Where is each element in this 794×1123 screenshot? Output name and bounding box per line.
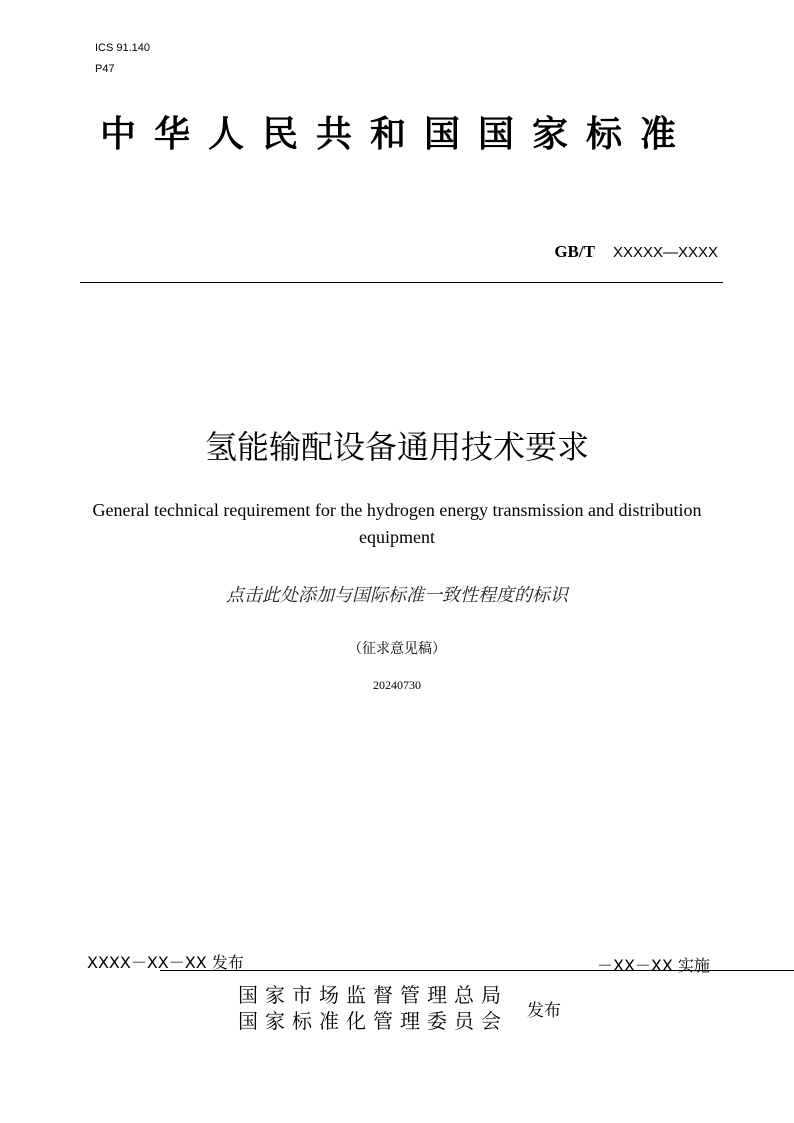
standard-number	[554, 242, 718, 262]
issuer-sac: 国家标准化管理委员会	[238, 1009, 508, 1033]
bottom-divider	[160, 970, 794, 971]
national-standard-heading: 中华人民共和国国家标准	[100, 113, 695, 155]
draft-status: （征求意见稿）	[348, 641, 446, 657]
document-title-chinese: 氢能输配设备通用技术要求	[204, 428, 589, 466]
standard-code: XXXXX—XXXX	[612, 244, 718, 261]
publish-label: 发布	[527, 1001, 561, 1021]
publish-date: XXXX－XX－XX 发布	[87, 953, 244, 972]
ics-code: ICS 91.140	[95, 42, 151, 54]
standard-prefix: GB/T	[554, 242, 595, 261]
document-title-english: General technical requirement for the hydrogen energy transmission and distribution equipment	[92, 500, 702, 547]
issuer-samr: 国家市场监督管理总局	[238, 983, 508, 1007]
consistency-placeholder[interactable]: 点击此处添加与国际标准一致性程度的标识	[226, 585, 568, 606]
ccs-code: P47	[95, 63, 115, 75]
implementation-date: －XX－XX 实施	[597, 956, 710, 975]
top-divider	[80, 282, 723, 283]
draft-date: 20240730	[373, 678, 421, 692]
